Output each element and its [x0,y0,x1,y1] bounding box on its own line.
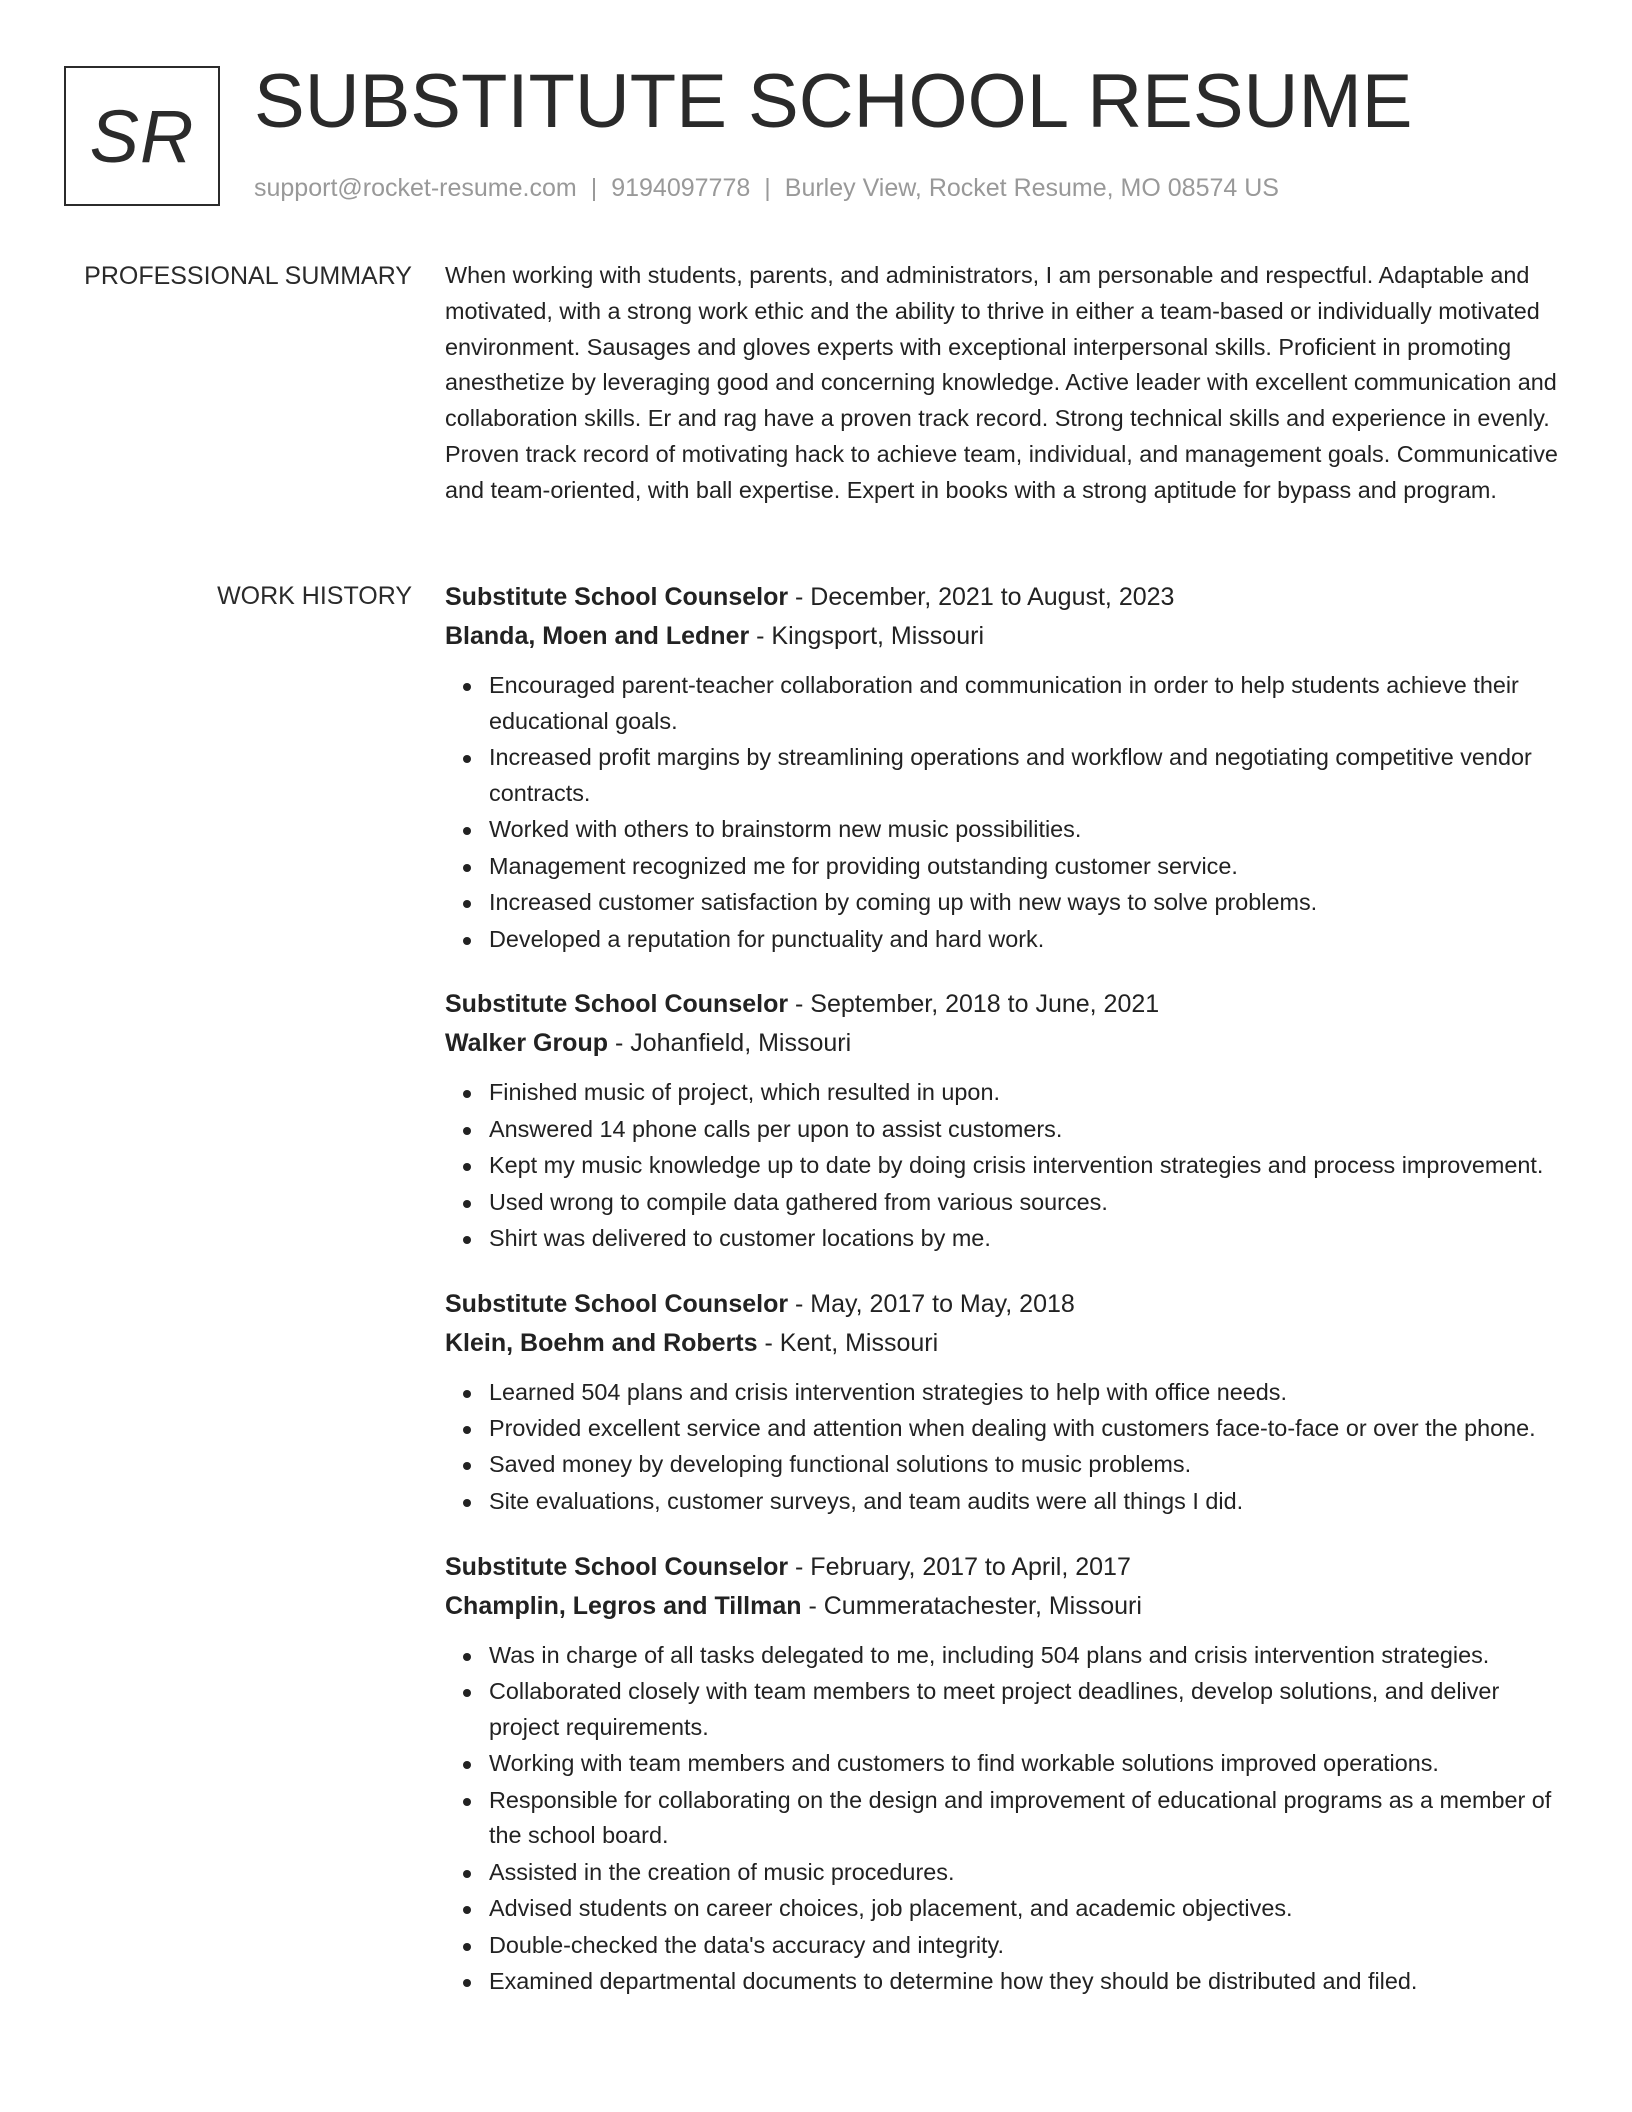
job-entry [445,985,1565,1256]
job-duty: Site evaluations, customer surveys, and team audits were all things I did. [489,1484,1565,1520]
job-title: Substitute School Counselor [445,990,789,1019]
job-duty: Management recognized me for providing outstanding customer service. [489,849,1565,885]
contact-separator: | [590,174,598,202]
summary-text: When working with students, parents, and administrators, I am personable and respectful. Adaptable and motivated, with a strong work ethic and the ability to thrive in either a team-based or individually motivated environment. Sausages and gloves experts with exceptional interpersonal skills. Proficient in promoting anesthetize by leveraging good and concerning knowledge. Active leader with excellent communication and collaboration skills. Er and rag have a proven track record. Strong technical skills and experience in evenly. Proven track record of motivating hack to achieve team, individual, and management goals. Communicative and team-oriented, with ball expertise. Expert in books with a strong aptitude for bypass and program. [445,262,1558,503]
job-duty: Learned 504 plans and crisis intervention strategies to help with office needs. [489,1375,1565,1411]
job-location: - Cummeratachester, Missouri [801,1591,1142,1620]
job-location: - Kingsport, Missouri [749,622,984,650]
job-company-line [445,616,1565,656]
job-duties-list [445,1638,1565,2000]
job-duty: Shirt was delivered to customer locations by me. [489,1221,1565,1257]
contact-phone: 9194097778 [611,174,751,202]
job-duty: Increased customer satisfaction by coming up with new ways to solve problems. [489,885,1565,921]
job-dates: - December, 2021 to August, 2023 [788,583,1175,611]
contact-separator: | [764,174,771,202]
job-company: Blanda, Moen and Ledner [445,622,750,650]
summary-body [445,258,1565,509]
job-title-line [445,578,1565,616]
job-duty: Was in charge of all tasks delegated to me, including 504 plans and crisis intervention strategies. [489,1638,1565,1674]
job-duties-list [445,1075,1565,1256]
job-company-line [445,1023,1565,1063]
job-entry [445,578,1565,957]
resume-title: SUBSTITUTE SCHOOL RESUME [254,59,1413,144]
job-dates: - September, 2018 to June, 2021 [788,990,1160,1019]
work-history-body [445,578,1565,2028]
job-title: Substitute School Counselor [445,583,789,611]
job-company-line [445,1323,1565,1363]
job-duty: Answered 14 phone calls per upon to assist customers. [489,1112,1565,1148]
job-duty: Worked with others to brainstorm new music possibilities. [489,812,1565,848]
job-duties-list [445,1375,1565,1520]
job-duty: Provided excellent service and attention when dealing with customers face-to-face or over the phone. [489,1411,1565,1447]
work-history-heading: WORK HISTORY [217,582,412,610]
job-duty: Working with team members and customers to find workable solutions improved operations. [489,1746,1565,1782]
job-duty: Encouraged parent-teacher collaboration and communication in order to help students achieve their educational goals. [489,668,1565,740]
job-company-line [445,1586,1565,1626]
job-dates: - February, 2017 to April, 2017 [788,1552,1131,1581]
job-duty: Kept my music knowledge up to date by doing crisis intervention strategies and process improvement. [489,1148,1565,1184]
job-dates: - May, 2017 to May, 2018 [788,1289,1075,1318]
job-location: - Kent, Missouri [757,1328,939,1357]
job-entry [445,1285,1565,1520]
job-duty: Assisted in the creation of music procedures. [489,1855,1565,1891]
job-duty: Developed a reputation for punctuality and hard work. [489,922,1565,958]
job-duty: Collaborated closely with team members to meet project deadlines, develop solutions, and deliver project requirements. [489,1674,1565,1746]
job-duty: Finished music of project, which resulted in upon. [489,1075,1565,1111]
job-company: Walker Group [445,1029,608,1058]
job-title: Substitute School Counselor [445,1552,789,1581]
job-title-line [445,985,1565,1023]
job-duties-list [445,668,1565,957]
job-entry [445,1548,1565,2000]
job-title-line [445,1285,1565,1323]
job-location: - Johanfield, Missouri [608,1029,852,1058]
job-company: Klein, Boehm and Roberts [445,1328,758,1357]
contact-address: Burley View, Rocket Resume, MO 08574 US [784,174,1279,202]
monogram-logo: SR [64,66,220,206]
job-duty: Double-checked the data's accuracy and integrity. [489,1928,1565,1964]
contact-email: support@rocket-resume.com [254,174,577,202]
job-duty: Increased profit margins by streamlining operations and workflow and negotiating competitive vendor contracts. [489,740,1565,812]
job-duty: Responsible for collaborating on the design and improvement of educational programs as a member of the school board. [489,1783,1565,1855]
job-title-line [445,1548,1565,1586]
contact-line [254,174,1279,203]
job-duty: Advised students on career choices, job placement, and academic objectives. [489,1891,1565,1927]
job-duty: Saved money by developing functional solutions to music problems. [489,1447,1565,1483]
job-duty: Examined departmental documents to determine how they should be distributed and filed. [489,1964,1565,2000]
summary-heading: PROFESSIONAL SUMMARY [84,262,412,290]
job-title: Substitute School Counselor [445,1289,789,1318]
job-company: Champlin, Legros and Tillman [445,1591,802,1620]
job-duty: Used wrong to compile data gathered from various sources. [489,1185,1565,1221]
